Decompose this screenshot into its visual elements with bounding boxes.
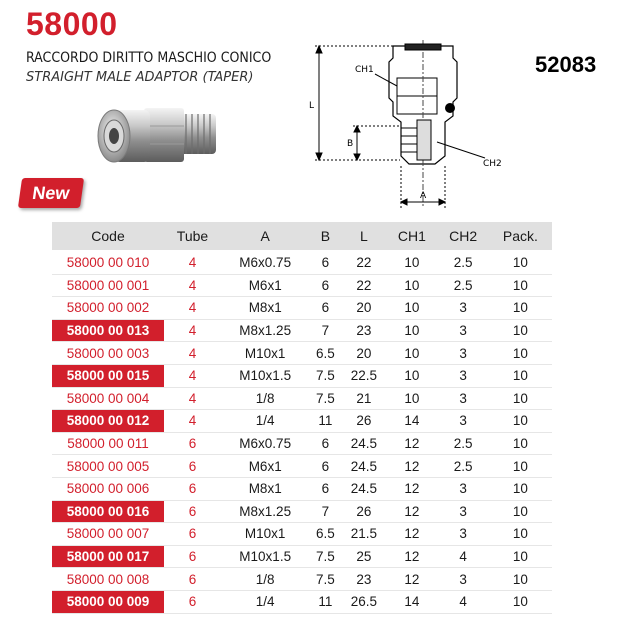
cell-l: 25 [341,545,386,568]
cell-a: M6x1 [221,455,309,478]
cell-ch2: 3 [438,523,489,546]
cell-pack: 10 [489,590,552,613]
cell-l: 21.5 [341,523,386,546]
table-row [52,319,552,342]
cell-code: 58000 00 011 [52,432,164,455]
cell-l: 23 [341,568,386,591]
cell-ch2: 4 [438,590,489,613]
cell-b: 7 [309,319,341,342]
cell-l: 21 [341,387,386,410]
cell-pack: 10 [489,568,552,591]
cell-ch1: 12 [386,500,437,523]
cell-ch2: 2.5 [438,251,489,274]
cell-ch2: 3 [438,342,489,365]
cell-a: M6x1 [221,274,309,297]
cell-b: 6 [309,297,341,320]
cell-a: M8x1.25 [221,500,309,523]
cell-b: 7 [309,500,341,523]
cell-l: 22 [341,274,386,297]
product-title-italian: RACCORDO DIRITTO MASCHIO CONICO [26,50,272,66]
cell-tube: 6 [164,500,221,523]
cell-ch2: 3 [438,500,489,523]
cell-code: 58000 00 007 [52,523,164,546]
cell-a: 1/4 [221,410,309,433]
table-row [52,251,552,274]
cell-ch1: 10 [386,342,437,365]
cell-b: 6 [309,274,341,297]
label-ch1: CH1 [355,65,374,75]
cell-l: 24.5 [341,477,386,500]
cell-tube: 6 [164,455,221,478]
cell-code: 58000 00 017 [52,545,164,568]
table-row [52,523,552,546]
cell-code: 58000 00 016 [52,500,164,523]
cell-tube: 6 [164,545,221,568]
cell-code: 58000 00 013 [52,319,164,342]
cell-ch2: 3 [438,568,489,591]
cell-ch2: 3 [438,319,489,342]
cell-b: 6 [309,477,341,500]
cell-l: 26 [341,500,386,523]
cell-tube: 6 [164,568,221,591]
cell-a: M8x1 [221,297,309,320]
cell-ch1: 10 [386,387,437,410]
cell-a: M10x1 [221,342,309,365]
cell-code: 58000 00 004 [52,387,164,410]
cell-pack: 10 [489,523,552,546]
cell-b: 6.5 [309,523,341,546]
cell-tube: 4 [164,410,221,433]
header-b: B [309,222,341,251]
cell-l: 24.5 [341,432,386,455]
cell-ch1: 10 [386,297,437,320]
cell-a: M6x0.75 [221,432,309,455]
table-row [52,590,552,613]
cell-pack: 10 [489,319,552,342]
header-pack: Pack. [489,222,552,251]
cell-pack: 10 [489,387,552,410]
cell-b: 6.5 [309,342,341,365]
cell-a: 1/4 [221,590,309,613]
cell-l: 26 [341,410,386,433]
cell-b: 7.5 [309,568,341,591]
label-a: A [420,191,427,201]
cell-pack: 10 [489,297,552,320]
cell-b: 7.5 [309,545,341,568]
cell-ch1: 12 [386,432,437,455]
table-row [52,455,552,478]
table-row [52,545,552,568]
product-code: 58000 [26,6,118,42]
cell-ch2: 3 [438,410,489,433]
cell-l: 20 [341,297,386,320]
table-header-row [52,222,552,251]
cell-pack: 10 [489,342,552,365]
cell-pack: 10 [489,545,552,568]
cell-ch2: 3 [438,387,489,410]
technical-drawing [305,38,505,218]
cell-ch1: 12 [386,523,437,546]
cell-code: 58000 00 008 [52,568,164,591]
cell-code: 58000 00 001 [52,274,164,297]
cell-tube: 6 [164,523,221,546]
table-row [52,342,552,365]
cell-tube: 4 [164,342,221,365]
reference-code: 52083 [535,52,597,77]
header-tube: Tube [164,222,221,251]
cell-l: 20 [341,342,386,365]
cell-code: 58000 00 005 [52,455,164,478]
label-b: B [347,139,354,149]
cell-l: 22.5 [341,364,386,387]
cell-b: 6 [309,251,341,274]
cell-a: M10x1 [221,523,309,546]
cell-tube: 4 [164,319,221,342]
header-a: A [221,222,309,251]
cell-b: 6 [309,455,341,478]
cell-pack: 10 [489,274,552,297]
product-photo [88,98,248,178]
cell-pack: 10 [489,455,552,478]
cell-code: 58000 00 015 [52,364,164,387]
cell-ch1: 14 [386,590,437,613]
product-title-english: STRAIGHT MALE ADAPTOR (TAPER) [26,70,254,85]
cell-tube: 6 [164,477,221,500]
new-badge: New [18,178,84,208]
cell-b: 11 [309,410,341,433]
cell-ch1: 10 [386,319,437,342]
table-row [52,568,552,591]
cell-b: 7.5 [309,364,341,387]
cell-l: 22 [341,251,386,274]
cell-a: M10x1.5 [221,364,309,387]
header-ch2: CH2 [438,222,489,251]
cell-ch1: 10 [386,364,437,387]
table-row [52,387,552,410]
cell-code: 58000 00 006 [52,477,164,500]
cell-a: M6x0.75 [221,251,309,274]
cell-code: 58000 00 010 [52,251,164,274]
cell-ch2: 2.5 [438,455,489,478]
cell-tube: 4 [164,274,221,297]
cell-code: 58000 00 012 [52,410,164,433]
cell-b: 7.5 [309,387,341,410]
cell-code: 58000 00 003 [52,342,164,365]
cell-l: 23 [341,319,386,342]
table-row [52,364,552,387]
cell-pack: 10 [489,410,552,433]
cell-ch2: 4 [438,545,489,568]
cell-tube: 6 [164,432,221,455]
cell-a: 1/8 [221,568,309,591]
cell-ch1: 12 [386,455,437,478]
cell-pack: 10 [489,477,552,500]
cell-l: 24.5 [341,455,386,478]
cell-tube: 6 [164,590,221,613]
table-row [52,432,552,455]
cell-tube: 4 [164,251,221,274]
cell-ch1: 14 [386,410,437,433]
cell-tube: 4 [164,364,221,387]
label-ch2: CH2 [483,159,502,169]
cell-tube: 4 [164,387,221,410]
label-l: L [309,101,315,111]
cell-pack: 10 [489,432,552,455]
cell-tube: 4 [164,297,221,320]
cell-a: M10x1.5 [221,545,309,568]
cell-ch1: 12 [386,477,437,500]
cell-ch1: 10 [386,274,437,297]
cell-ch1: 12 [386,568,437,591]
header-l: L [341,222,386,251]
cell-l: 26.5 [341,590,386,613]
table-row [52,297,552,320]
cell-ch2: 3 [438,477,489,500]
cell-ch2: 3 [438,297,489,320]
cell-ch1: 10 [386,251,437,274]
table-row [52,477,552,500]
cell-ch2: 3 [438,364,489,387]
header-ch1: CH1 [386,222,437,251]
header-code: Code [52,222,164,251]
cell-b: 6 [309,432,341,455]
cell-pack: 10 [489,364,552,387]
cell-ch1: 12 [386,545,437,568]
cell-ch2: 2.5 [438,274,489,297]
spec-table [52,222,552,614]
table-row [52,500,552,523]
cell-a: M8x1 [221,477,309,500]
cell-pack: 10 [489,500,552,523]
cell-a: 1/8 [221,387,309,410]
table-row [52,274,552,297]
cell-code: 58000 00 002 [52,297,164,320]
cell-b: 11 [309,590,341,613]
cell-pack: 10 [489,251,552,274]
cell-a: M8x1.25 [221,319,309,342]
table-row [52,410,552,433]
cell-ch2: 2.5 [438,432,489,455]
cell-code: 58000 00 009 [52,590,164,613]
